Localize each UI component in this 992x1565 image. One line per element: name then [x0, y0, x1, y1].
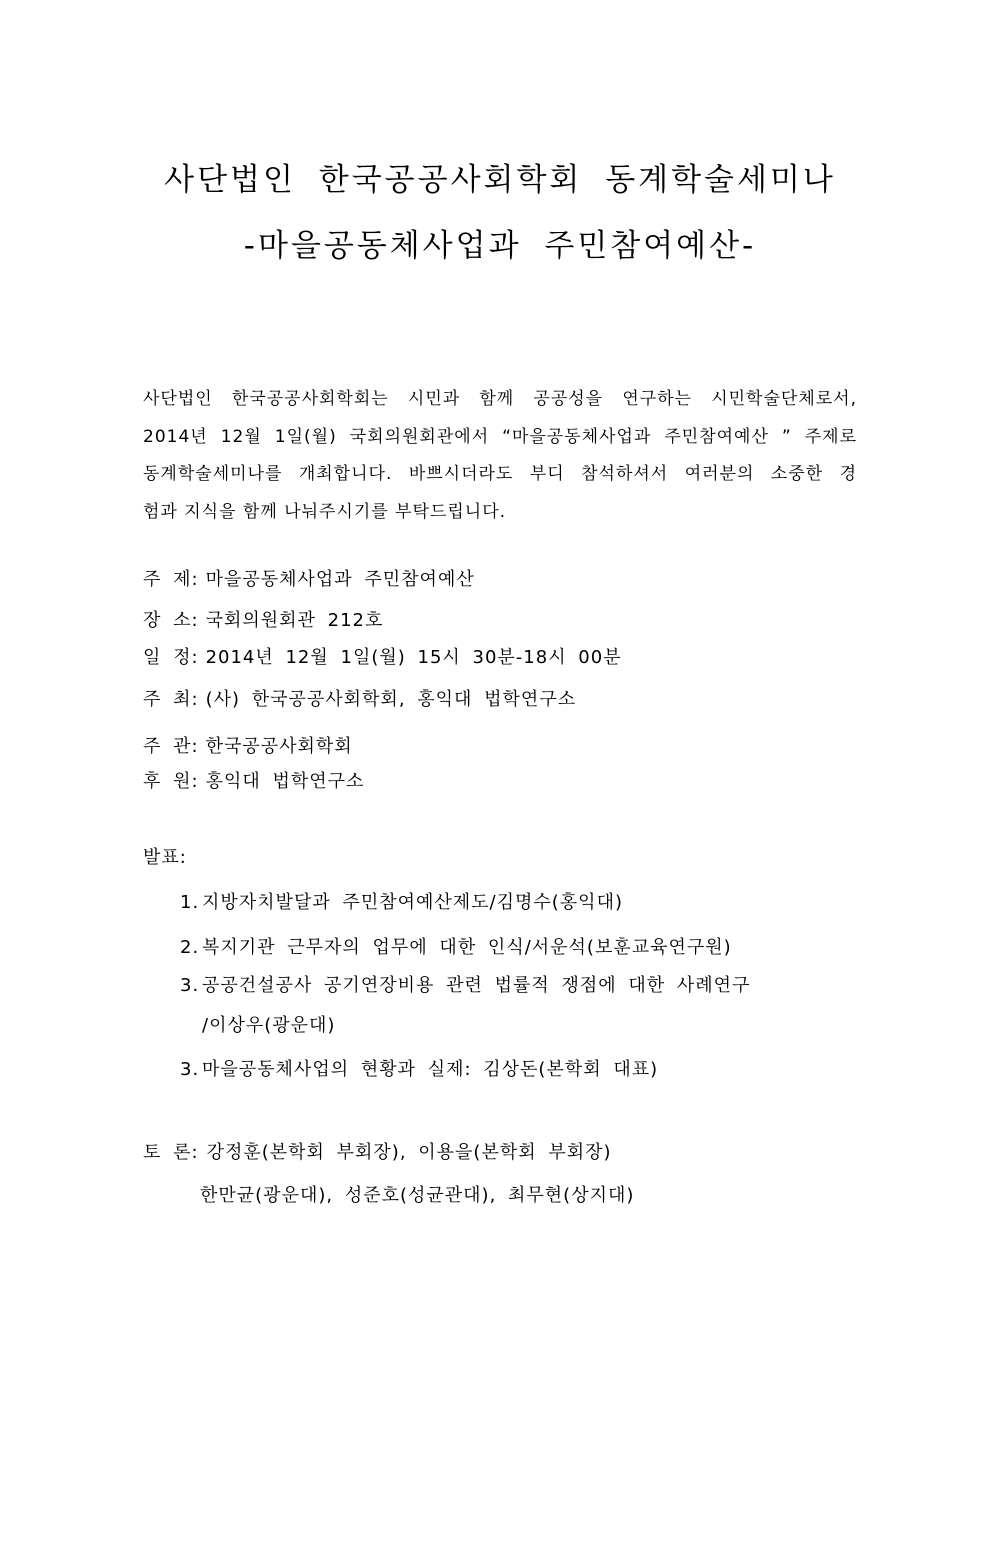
detail-value: 홍익대 법학연구소	[205, 771, 365, 792]
detail-value: 2014년 12월 1일(월) 15시 30분-18시 00분	[205, 647, 622, 668]
detail-label: 주 관:	[143, 736, 199, 757]
detail-label: 주 제:	[143, 569, 199, 590]
detail-value: 한국공공사회학회	[205, 736, 353, 757]
document-title: 사단법인 한국공공사회학회 동계학술세미나	[164, 162, 836, 198]
presentation-item	[143, 938, 857, 957]
discussion-line-1	[143, 1143, 857, 1162]
item-number: 1.	[180, 892, 200, 913]
presentations-section	[143, 848, 857, 1079]
document-page	[0, 162, 992, 1565]
discussion-names-2: 한만균(광운대), 성준호(성균관대), 최무현(상지대)	[200, 1185, 635, 1206]
detail-row-sponsor	[143, 772, 857, 791]
detail-row-topic	[143, 570, 857, 589]
presentations-heading: 발표:	[143, 847, 187, 868]
document-subtitle: -마을공동체사업과 주민참여예산-	[243, 228, 757, 264]
item-number: 3.	[180, 1059, 200, 1080]
detail-value: 국회의원회관 212호	[205, 610, 384, 631]
item-text: 지방자치발달과 주민참여예산제도/김명수(홍익대)	[202, 892, 623, 913]
discussion-label: 토 론:	[143, 1142, 199, 1163]
detail-row-organizer	[143, 737, 857, 756]
intro-line-3: 동계학술세미나를 개최합니다. 바쁘시더라도 부디 참석하셔서 여러분의 소중한 경	[143, 464, 857, 484]
item-text: 마을공동체사업의 현황과 실제: 김상돈(본학회 대표)	[202, 1059, 659, 1080]
detail-row-place	[143, 611, 857, 630]
detail-value: (사) 한국공공사회학회, 홍익대 법학연구소	[205, 689, 577, 710]
intro-paragraph	[143, 381, 857, 531]
detail-label: 후 원:	[143, 771, 199, 792]
intro-line-1: 사단법인 한국공공사회학회는 시민과 함께 공공성을 연구하는 시민학술단체로서,	[143, 389, 857, 409]
detail-row-schedule	[143, 648, 857, 667]
presentation-item-continuation: /이상우(광운대)	[202, 1015, 336, 1036]
intro-line-2: 2014년 12월 1일(월) 국회의원회관에서 “마을공동체사업과 주민참여예산 ” 주제로	[143, 426, 857, 447]
item-number: 3.	[180, 975, 200, 996]
detail-label: 장 소:	[143, 610, 199, 631]
presentation-item	[143, 976, 857, 995]
item-number: 2.	[180, 937, 200, 958]
detail-label: 주 최:	[143, 689, 199, 710]
detail-label: 일 정:	[143, 647, 199, 668]
detail-row-host	[143, 690, 857, 709]
item-text: 복지기관 근무자의 업무에 대한 인식/서운석(보훈교육연구원)	[202, 937, 732, 958]
event-details	[143, 570, 857, 791]
discussion-section	[143, 1143, 857, 1205]
detail-value: 마을공동체사업과 주민참여예산	[205, 569, 475, 590]
presentation-item	[143, 1060, 857, 1079]
item-text: 공공건설공사 공기연장비용 관련 법률적 쟁점에 대한 사례연구	[202, 975, 751, 996]
intro-line-4: 험과 지식을 함께 나눠주시기를 부탁드립니다.	[143, 501, 507, 522]
discussion-names-1: 강정훈(본학회 부회장), 이용을(본학회 부회장)	[206, 1142, 612, 1163]
presentation-item	[143, 893, 857, 912]
